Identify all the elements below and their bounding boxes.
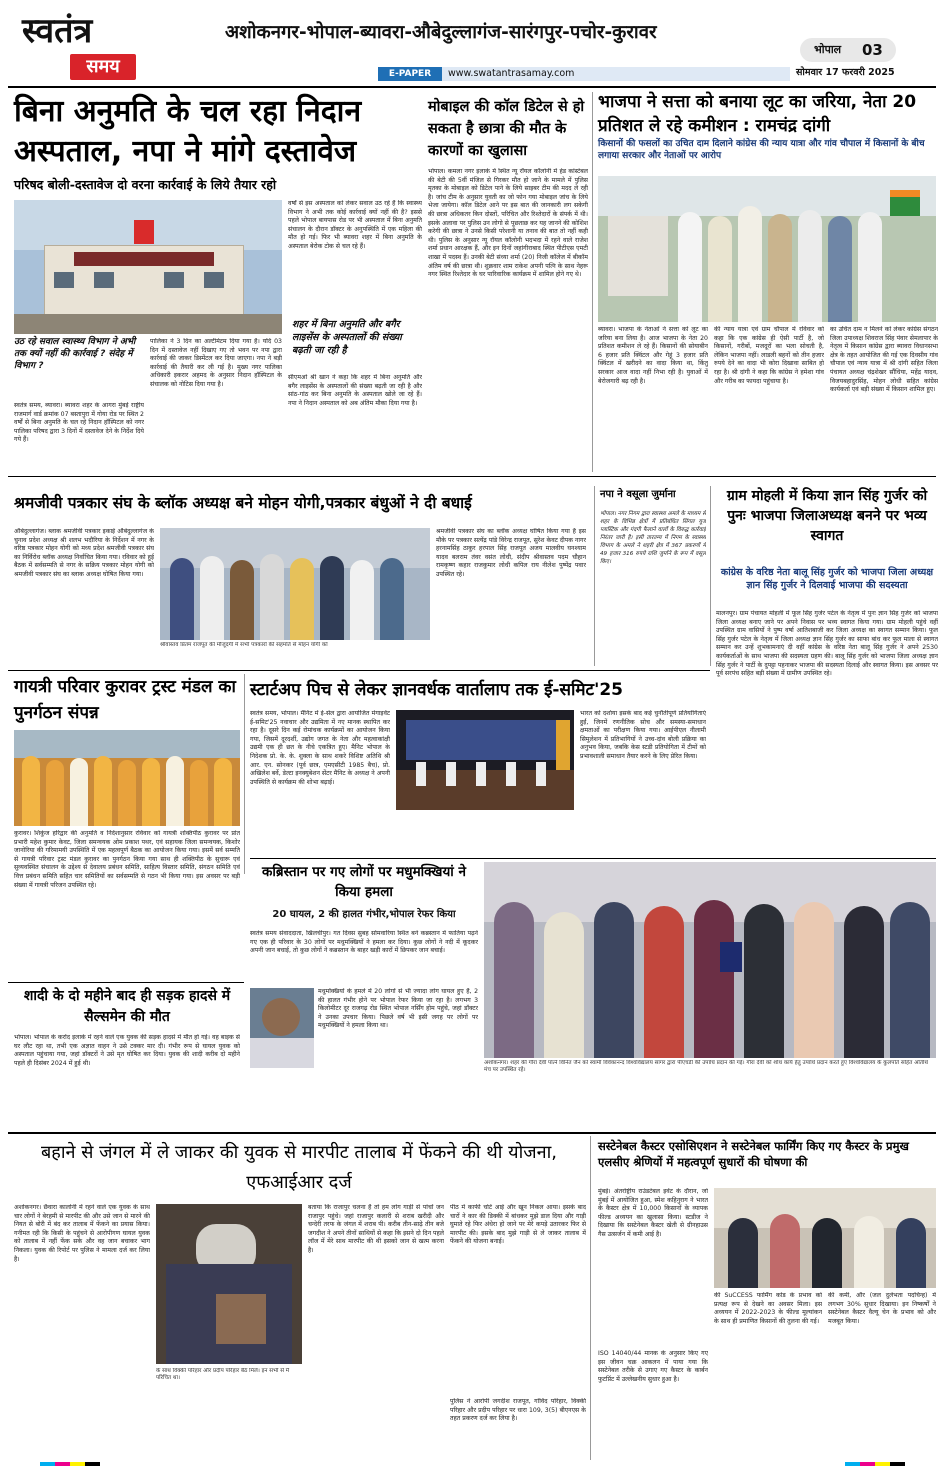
castor-body-2: ISO 14040/44 मानक के अनुसार किए गए इस जीवन चक्र आकलन में पाया गया कि सस्टेनेबल तरीके से उगाए गए कैस्टर के कार्बन फुटप्रिंट में उल्लेखनीय सुधार हुआ है। <box>598 1350 708 1383</box>
marriage-headline: शादी के दो महीने बाद ही सड़क हादसे में सैल्समेन की मौत <box>23 988 231 1025</box>
startup-stage-photo <box>396 710 574 810</box>
gayatri-body: कुरावर। शिकुंज हरिद्वार की अनुमति व निर्देशानुसार रविवार को गायत्री शक्तिपीठ कुरावर पर प्रांत प्रभारी महेश कुमार केवट, जिला समन्वयक ओम प्रकाश पथर, एवं सहायक जिला समन्वयक, किशोर जानोरिया की गरिमामयी उपस्थिति में एक महत्वपूर्ण बैठक का आयोजन किया गया। इसमें सर्व सम्मति से गायत्री परिवार ट्रस्ट मंडल कुरावर का पुनर्गठन किया गया साथ ही शक्तिपीठ के सुचारू एवं सुव्यवस्थित संचालन के उद्देश्य से देवालय प्रबंधन समिति, साहित्य विस्तार समिति, संगठन समिति एवं वित्त प्रबंधन समिति सहित चार समितियों का सर्वसम्मति से गठन भी किया गया। इस अवसर पर बड़ी संख्या में गायत्री परिजन उपस्थित रहे। <box>14 830 240 889</box>
bjp-headline: भाजपा ने सत्ता को बनाया लूट का जरिया, नेता 20 प्रतिशत ले रहे कमीशन : रामचंद्र दांगी <box>598 92 917 136</box>
castor-award-photo <box>714 1188 936 1288</box>
logo-top-text: स्वतंत्र <box>22 11 93 51</box>
mohali-subhead: कांग्रेस के वरिष्ठ नेता बालू सिंह गुर्जर को भाजपा जिला अध्यक्ष ज्ञान सिंह गुर्जर ने दिलवाई भाजपा की सदस्यता <box>720 567 934 591</box>
castor-body-4: की कमी, और (जल दुर्लभता पदचिन्ह) में लगभग 30% सुधार दिखाया। इन निष्कर्षों ने सस्टेनेबल कैस्टर वैल्यू चेन के प्रभाव को और मजबूत किया। <box>828 1292 936 1325</box>
bjp-subhead: किसानों की फसलों का उचित दाम दिलाने कांग्रेस की न्याय यात्रा और गांव चौपाल में किसानों के बीच लगाया सरकार और नेताओं पर आरोप <box>598 139 925 161</box>
hospital-body-3: वर्षों से इस अस्पताल को लेकर सवाल उठ रहे हैं कि स्वास्थ्य विभाग ने अभी तक कोई कार्रवाई क्यों नहीं की है? इससे पहले भोपाल बायपास रोड पर भी अस्पताल में बिना अनुमति संचालन के दौरान डॉक्टर के अनुपस्थिति में एक महिला की मौत हो गई। फिर भी ब्यावरा शहर में बिना अनुमति के अस्पताल बेरोक टोक से चल रहे हैं। <box>288 200 422 250</box>
section-rule <box>8 1132 936 1134</box>
masthead <box>0 0 945 84</box>
website-link[interactable]: www.swatantrasamay.com <box>448 68 575 79</box>
bjp-rally-photo <box>598 176 936 322</box>
castor-body-1: मुंबई। अंतर्राष्ट्रीय राउंडटेबल इवेंट के दौरान, जो मुंबई में आयोजित हुआ, स्मेश कहिनुराग ने भारत के कैस्टर क्षेत्र में 10,000 किसानों के व्यापक फील्ड अध्ययन का खुलासा किया। स्टडीज ने दिखाया कि सस्टेनेबल कैस्टर खेती से ग्रीनहाउस गैस उत्सर्जन में कमी आई है। <box>598 1188 708 1238</box>
section-rule <box>8 476 936 477</box>
issue-date: सोमवार 17 फरवरी 2025 <box>796 67 895 78</box>
mohali-headline: ग्राम मोहली में किया ज्ञान सिंह गुर्जर को पुनः भाजपा जिलाअध्यक्ष बनने पर भव्य स्वागत <box>726 488 928 544</box>
column-divider <box>244 674 245 874</box>
bees-victim-photo <box>250 988 314 1068</box>
journalist-body-2: श्रमजीवी पत्रकार संघ का ब्लॉक अध्यक्ष घोषित किया गया है इस मौके पर पत्रकार सत्येंद्र पांडे विरेन्द्र राजपूत, सुरेश केवट दीपक नागर हरनामसिंह ठाकुर हरपाल सिंह राजपूत अजय मालवीय घनश्याम यादव बलराम तंवर वसंत लोधी, संदीप श्रीवास्तव पदम चौहान रामकृष्ण कहार राजकुमार लोधी कपिल राय नीलेश पुष्पेंद्र पवार उपस्थित रहे। <box>436 528 586 578</box>
jungle-body-2: बताया कि राजापुर चलना है तो हम लोग गाड़ी से पांचों जन राजापुर पहुंचे। जहां राजापुर कलारी से शराब खरीदी और चन्देरी तरफ के जंगल में शराब पी। करीब तीन-साढ़े तीन बजे जगदीश ने अपने तीनों साथियों से कहा कि इसने दो दिन पहले लॉज में मेरे साथ मारपीट की थी इसको जान से खत्म करना है। <box>308 1204 444 1254</box>
startup-headline: स्टार्टअप पिच से लेकर ज्ञानवर्धक वार्तालाप तक ई-समिट'25 <box>250 680 623 700</box>
jungle-caption: के साथ विक्की परिहार और प्रदीप परिहार बैठे मिले। इन सभी से मैं परिचित था। <box>156 1368 290 1382</box>
column-divider <box>590 1136 591 1460</box>
logo <box>22 10 140 80</box>
award-event-caption: अशोकनगर। शहर की गौरा देवी पत्नि विनित जैन को स्वामी विवेकानन्द विश्वविद्यालय सागर द्वारा पीएचडी की उपाधि प्रदान की गई। गौरा देवी को शोध कार्य हेतु उपाधि प्रदान करते हुए विश्वविद्यालय के कुलपति सहित अतिथि मंच पर उपस्थित रहे। <box>484 1060 929 1074</box>
hospital-question-box <box>14 336 144 396</box>
logo-bottom-text: समय <box>86 56 120 77</box>
bees-headline: कब्रिस्तान पर गए लोगों पर मधुमक्खियां ने किया हमला <box>262 864 466 900</box>
column-divider <box>592 92 593 472</box>
jungle-body-3: पीठ में काफी चोटें आई और खून निकल आया। इसके बाद चारों ने कार की डिक्की में बांधकर मुझे डाल दिया और गाड़ी घुमाते रहे फिर अंधेरा हो जाने पर मेरे कपड़े उतारकर फिर से मारपीट की। इसके बाद मुझे गाड़ी से ले जाकर तालाब में फेंकने की योजना बनाई। <box>450 1204 586 1246</box>
mobile-headline: मोबाइल की कॉल डिटेल से हो सकता है छात्रा की मौत के कारणों का खुलासा <box>428 99 585 159</box>
page-badge <box>800 38 896 62</box>
city-label: भोपाल <box>814 43 842 56</box>
editions-list: अशोकनगर-भोपाल-ब्यावरा-औबेदुल्लागंज-सारंगपुर-पचोर-कुरावर <box>225 22 657 43</box>
journalist-body-1: औबेदुल्लागंज। ब्लाक श्रमजीवी पत्रकार इकाई औबेदुल्लागंज के चुनाव प्रदेश अध्यक्ष श्री शलभ भदौरिया के निर्देशन में नगर के वरिष्ठ पत्रकार मोहन योगी को मध्य प्रदेश श्रमजीवी पत्रकार संघ का निर्विरोध ब्लॉक अध्यक्ष निर्वाचित किया गया। रविवार को हुई बैठक में सर्वसम्मति से नगर के सक्रिय पत्रकार मोहन योगी को श्रमजीवी पत्रकार संघ का ब्लाक अध्यक्ष घोषित किया गया। <box>14 528 154 578</box>
column-divider <box>710 486 711 666</box>
bees-body-2: मधुमक्खियों के हमले में 20 लोगों से भी ज्यादा लोग घायल हुए हैं, 2 की हालत गंभीर होने पर भोपाल रेफर किया जा रहा है। लगभग 3 किलोमीटर दूर राजगढ़ रोड स्थित भोपाल नर्सिंग होम पहुंचे, जहां डॉक्टर ने उनका उपचार किया। पिछले वर्ष भी इसी जगह पर लोगों पर मधुमक्खियों ने हमला किया था। <box>318 988 478 1030</box>
hospital-body-4: सीएमओ श्री खान ने कहा कि शहर में बिना अनुमति और बगैर लाइसेंस के अस्पतालों की संख्या बढ़ती जा रही है और सांठ-गांठ कर बिना अनुमति के अस्पताल खोले जा रहे हैं। नपा ने निदान अस्पताल को अब अंतिम मौका दिया गया है। <box>288 374 422 407</box>
bees-subhead: 20 घायल, 2 की हालत गंभीर,भोपाल रेफर किया <box>272 909 456 920</box>
hospital-body-2: पालिका ने 3 दिन का अल्टीमेटम दिया गया है। यदि 03 दिन में दस्तावेज नहीं दिखाए गए तो भवन पर नपा द्वारा कार्रवाई की जाकर डिस्मेंटल कर दिया जाएगा। नपा ने बड़ी कार्रवाई की तैयारी कर ली गई है। मुख्य नगर पालिका अधिकारी इकरार अहमद के अनुसार निदान हॉस्पिटल के संचालक को नोटिस दिया गया है। <box>150 338 282 388</box>
fine-body: भोपाल। नगर निगम द्वारा स्वास्थ्य अमले के माध्यम से शहर के विभिन्न क्षेत्रों में प्रतिबंधित सिंगल यूज प्लास्टिक और गंदगी फैलाने वालों के विरुद्ध कार्रवाई निरंतर जारी है। इसी तारतम्य में निगम के स्वास्थ्य विभाग के अमले ने शहरी क्षेत्र में 367 प्रकरणों में 49 हजार 316 रुपये राशि जुर्माने के रूप में वसूल किए। <box>600 511 706 565</box>
journalist-headline: श्रमजीवी पत्रकार संघ के ब्लॉक अध्यक्ष बने मोहन योगी,पत्रकार बंधुओं ने दी बधाई <box>14 494 472 512</box>
mobile-body: भोपाल। कमला नगर इलाके में स्थित न्यू रॉयल कॉलोनी में हेड कांस्टेबल की बेटी की 5वीं मंजिल से गिरकर मौत हो जाने के मामले में पुलिस मृतका के मोबाइल को डिटेल पाने के लिये साइबर टीम की मदद ले रही है। जांच टीम के अनुसार युवती का जो फोन गया मोबाइल जांच के लिये भेजा जायेगा। कॉल डिटेल आने पर इस बात की जानकारी लग सकेगी की छात्रा अधिकतर किन दोस्तों, परिचित और रिश्तेदारों के संपर्क में थी। इसके अलावा पर पुलिस उन लोगो से पूछताछ कर यह जानने की कोशिश करेगी की छात्रा ने उनसे किसी परेशानी या तनाव की बात तो नहीं कही थी। पुलिस के अनुसार न्यू रॉयल कॉलोनी भदभदा में रहने वाले राजेश शर्मा प्रधान आरक्षक हैं, और इन दिनों जहांगीराबाद स्थित पीटीएस एमटी शाखा में पदस्थ हैं। उनकी बेटी संध्या शर्मा (20) निजी कॉलेज में बीकॉम अंतिम वर्ष की छात्रा थी। शुक्रवार शाम राकेश अपनी पत्नि के साथ नेहरू नगर स्थित रिश्तेदार के घर पारिवारिक कार्यक्रम में शामिल होने गए थे। <box>428 168 588 279</box>
startup-body-1: स्वतंत्र समय, भोपाल। मैनिट में ई-सेल द्वारा आयोजित मेगाइवेंट ई-समिट'25 नवाचार और उद्यमिता में नए मानक स्थापित कर रहा है। दूसरे दिन कई रोमांचक कार्यक्रमों का आयोजन किया गया, जिसमें दूरदर्शी, उद्योग जगत के नेता और महत्वाकांक्षी उद्यमी एक ही छत के नीचे एकत्रित हुए। मैनिट भोपाल के निदेशक प्रो. के. के. शुक्ला के साथ शकरे विशिष्ट अतिथि श्री आर. एन. सोनकर (पूर्व छात्र, एमएसीटी 1985 बैच), प्रो. अखिलेश बर्वे, डेल्टा इनक्युबेशन सेंटर मैनिट के अध्यक्ष ने अपनी उपस्थिति से कार्यक्रम की शोभा बढ़ाई। <box>250 710 390 786</box>
bees-body-1: स्वतंत्र समय संवाददाता, खिलचीपुर। गत दिवस सुबह सोमवारिया स्थित बने कब्रस्तान में फातिया पढ़ने गए एक ही परिवार के 30 लोगों पर मधुमक्खियों ने हमला कर दिया। कुछ लोगों ने नदी में कूदकर अपनी जान बचाई, तो कुछ लोगों ने कब्रस्तान के बाहर खड़ी कारों में छिपकर जान बचाई। <box>250 930 478 955</box>
hospital-subhead: परिषद बोली-दस्तावेज दो वरना कार्रवाई के लिये तैयार रहो <box>14 177 277 192</box>
hospital-body-1: स्वतंत्र समय, ब्यावरा। ब्यावरा शहर के आगरा मुंबई राष्ट्रीय राजमार्ग वार्ड क्रमांक 07 बस्तापुरा में गोया रोड पर स्थित 2 वर्षों से बिना अनुमति के चल रहे निदान हॉस्पिटल को नगर पालिका परिषद द्वारा 3 दिनों में दस्तावेज देने के निर्देश दिये गये हैं। <box>14 402 144 444</box>
header-bar <box>378 67 790 81</box>
bjp-body-1: ब्यावरा। भाजपा के नेताओं ने सत्ता को लूट का जरिया बना लिया है। आज भाजपा के नेता 20 प्रतिशत कमीशन ले रहे हैं। किसानों की सोयाबीन 6 हजार प्रति क्विंटल और गेहूं 3 हजार प्रति क्विंटल में खरीदने का वादा किया था, किंतु सरकार आज वादा नहीं निभा रही है। युवाओं में बेरोजगारी बढ़ रही है। <box>598 326 708 385</box>
marriage-body: भोपाल। भोपाल के करोंद इलाके में रहने वाले एक युवक की सड़क हादसे में मौत हो गई। वह बाइक से घर लौट रहा था, तभी एक अज्ञात वाहन ने उसे टक्कर मार दी। गंभीर रूप से घायल युवक को अस्पताल पहुंचाया गया, जहां डॉक्टरों ने उसे मृत घोषित कर दिया। युवक की शादी करीब दो महीने पहले ही दिसंबर 2024 में हुई थी। <box>14 1034 240 1067</box>
award-event-photo <box>484 862 936 1058</box>
column-divider <box>594 486 595 666</box>
journalist-caption: श्रीवास्तव प्रितम राजपूत की मौजूदगी में सभी पत्रकारों की सहमति से मोहन योगी को <box>160 642 328 648</box>
bjp-body-3: का उचित दाम न मिलने को लेकर कांग्रेस संगठन जिला उपाध्यक्ष शिवराज सिंह पंवार सेमलापार के नेतृत्व में किसान कांग्रेस द्वारा ब्यावरा विधानसभा क्षेत्र के तहत आयोजित की गई एक दिवसीय गांव चौपाल एवं न्याय यात्रा में श्री दांगी सहित जिला पंचायत अध्यक्ष चंद्रशेखर सौंधिया, महेंद्र यादव, विजयबहादुरसिंह, मोहन लोधी सहित कांग्रेस कार्यकर्ता एवं बड़ी संख्या में किसान शामिल हुए। <box>830 326 938 394</box>
castor-body-3: की SuCCESS फार्मिंग कोड के प्रभाव को प्रत्यक्ष रूप से देखने का अवसर मिला। इस अध्ययन में 2022-2023 के फील्ड मूल्यांकन के साथ ही प्रमाणित किसानों की तुलना की गई। <box>714 1292 822 1325</box>
print-registration-bar <box>0 1460 945 1468</box>
hospital-pullquote: शहर में बिना अनुमति और बगैर लाइसेंस के अस्पतालों की संख्या बढ़ती जा रही है <box>292 319 402 356</box>
mohali-body: मालनपुर। ग्राम पंचायत मोहली में फूल सिंह गुर्जर पटेल के नेतृत्व में पुनः ज्ञान सिंह गुर्जर को भाजपा जिला अध्यक्ष बनाए जाने पर अपने निवास पर भव्य स्वागत किया गया। ग्राम मोहली पहुंचे वहीं उपस्थित ग्राम वासियों ने पुष्प वर्षा आतिशबाजी कर जिला अध्यक्ष का स्वागत सम्मान किया। फूल सिंह गुर्जर पटेल के नेतृत्व में जिला अध्यक्ष ज्ञान सिंह गुर्जर का साफा बांध कर फूल माला से स्वागत सम्मान कर उन्हें शुभकामनाएं दी वहीं कांग्रेस के वरिष्ठ नेता बालू सिंह गुर्जर ने अपने 2530 कार्यकर्ताओं के साथ भाजपा की सदस्यता ग्रहण की। बालू सिंह गुर्जर को भाजपा जिला अध्यक्ष ज्ञान सिंह गुर्जर ने पार्टी के दुपट्टा पहनाकर भाजपा की सदस्यता दिलाई और स्वागत किया। इस अवसर पर पूर्व सरपंच सहित बड़ी संख्या में ग्रामीण उपस्थित रहे। <box>716 610 938 678</box>
jungle-body-1: अशोकनगर। छैवारा कालोनी में रहने वाले एक युवक के साथ चार लोगों ने बेरहमी से मारपीट की और उसे जान से मारने की नियत से बोरी में बंद कर तालाब में फेंकने का प्रयास किया। गनीमत रही कि किसी के पहुंचने से आरोपीगण घायल युवक को तालाब में नहीं फेंक सके और वह जान बचाकर भाग निकला। युवक की रिपोर्ट पर पुलिस ने मामला दर्ज कर लिया है। <box>14 1204 150 1263</box>
section-rule <box>8 982 244 983</box>
section-rule <box>250 858 936 859</box>
section-rule <box>8 670 710 671</box>
gayatri-headline: गायत्री परिवार कुरावर ट्रस्ट मंडल का पुनर्गठन संपन्न <box>14 677 236 723</box>
fine-headline: नपा ने वसूला जुर्माना <box>600 489 676 500</box>
gayatri-photo <box>14 730 240 826</box>
masthead-rule <box>8 86 936 88</box>
logo-bottom-badge <box>70 54 136 80</box>
hospital-question-text: उठ रहे सवाल स्वास्थ्य विभाग ने अभी तक क्यों नहीं की कार्रवाई ? संदेह में विभाग ? <box>14 337 136 371</box>
jungle-victim-photo <box>156 1204 302 1364</box>
page-number: 03 <box>862 41 883 59</box>
jungle-body-4: पुलिस ने आरोपी जगदीश राजपूत, गोविंद परिहार, विक्की परिहार और प्रदीप परिहार पर धारा 109, 3(5) बीएनएस के तहत प्रकरण दर्ज कर लिया है। <box>450 1398 586 1423</box>
journalist-photo <box>160 528 430 640</box>
jungle-headline: बहाने से जंगल में ले जाकर की युवक से मारपीट तालाब में फेंकने की थी योजना, एफआईआर दर्ज <box>40 1142 558 1193</box>
epaper-label: E-PAPER <box>378 67 442 81</box>
castor-headline: सस्टेनेबल कैस्टर एसोसिएशन ने सस्टेनेबल फार्मिंग किए गए कैस्टर के प्रमुख एलसीए श्रेणियों में महत्वपूर्ण सुधारों की घोषणा की <box>598 1139 909 1169</box>
bjp-body-2: की न्याय यात्रा एवं ग्राम चौपाल में रविवार को कहा कि एक कांग्रेस ही ऐसी पार्टी है, जो किसानों, गरीबों, मजदूरों का भला सोचती है, लेकिन भाजपा नहीं। लाडली बहनों को तीन हजार रुपये देने का वादा भी कोरा दिखावा साबित हो रहा है। श्री दांगी ने कहा कि कांग्रेस ने हमेशा गांव और गरीब का फायदा पहुंचाया है। <box>714 326 824 385</box>
hospital-photo <box>14 200 282 334</box>
startup-body-2: भारत को दर्शाया इसके बाद कई चुनौतीपूर्ण प्रतियोगिताएं हुईं, जिनमें रणनीतिक सोच और समस्या-समाधान क्षमताओं का परीक्षण किया गया। आईपीएल नीलामी सिमुलेशन में प्रतिभागियों ने उच्च-दांव बोली प्रक्रिया का अनुभव किया, जबकि केस स्टडी प्रतियोगिता में टीमों को प्रभावशाली समाधान तैयार करने के लिए प्रेरित किया। <box>580 710 706 760</box>
hospital-headline: बिना अनुमति के चल रहा निदान अस्पताल, नपा ने मांगे दस्तावेज <box>14 94 362 169</box>
